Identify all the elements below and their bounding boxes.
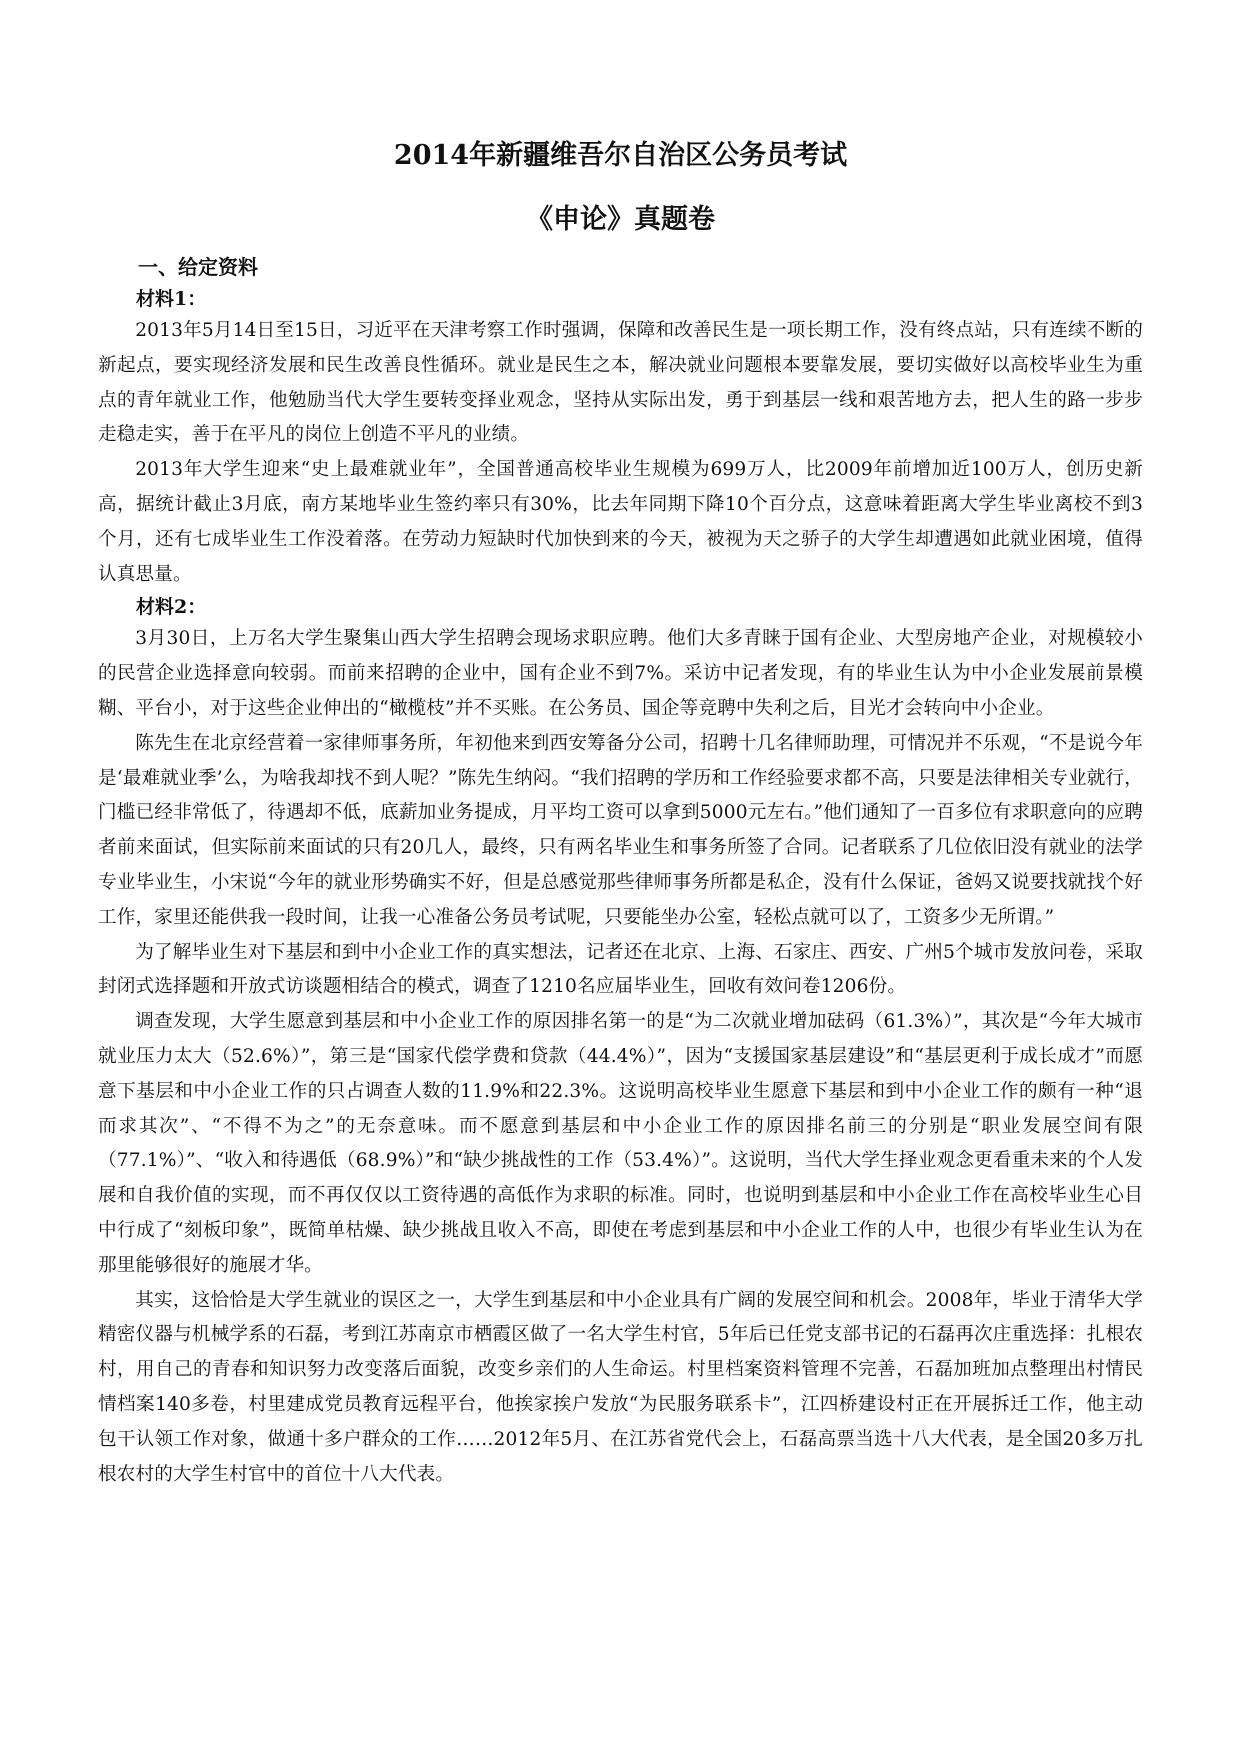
material-1-paragraph-2: 2013年大学生迎来“史上最难就业年”，全国普通高校毕业生规模为699万人，比2009年前增加近100万人，创历史新高，据统计截止3月底，南方某地毕业生签约率只有30%，比去年同期下降10个百分点，这意味着距离大学生毕业离校不到3个月，还有七成毕业生工作没着落。在劳动力短缺时代加快到来的今天，被视为天之骄子的大学生却遭遇如此就业困境，值得认真思量。	[98, 459, 1143, 585]
material-2-paragraph-5: 其实，这恰恰是大学生就业的误区之一，大学生到基层和中小企业具有广阔的发展空间和机会。2008年，毕业于清华大学精密仪器与机械学系的石磊，考到江苏南京市栖霞区做了一名大学生村官，5年后已任党支部书记的石磊再次庄重选择：扎根农村，用自己的青春和知识努力改变落后面貌，改变乡亲们的人生命运。村里档案资料管理不完善，石磊加班加点整理出村情民情档案140多卷，村里建成党员教育远程平台，他挨家挨户发放“为民服务联系卡”，江四桥建设村正在开展拆迁工作，他主动包干认领工作对象，做通十多户群众的工作……2012年5月、在江苏省党代会上，石磊高票当选十八大代表，是全国20多万扎根农村的大学生村官中的首位十八大代表。	[98, 1289, 1143, 1485]
material-2-paragraph-1: 3月30日，上万名大学生聚集山西大学生招聘会现场求职应聘。他们大多青睐于国有企业、大型房地产企业，对规模较小的民营企业选择意向较弱。而前来招聘的企业中，国有企业不到7%。采访中记者发现，有的毕业生认为中小企业发展前景模糊、平台小，对于这些企业伸出的“橄榄枝”并不买账。在公务员、国企等竞聘中失利之后，目光才会转向中小企业。	[98, 628, 1143, 719]
material-1-heading: 材料1：	[136, 288, 207, 310]
material-2-paragraph-2: 陈先生在北京经营着一家律师事务所，年初他来到西安筹备分公司，招聘十几名律师助理，可情况并不乐观，“不是说今年是‘最难就业季’么，为啥我却找不到人呢？”陈先生纳闷。“我们招聘的学历和工作经验要求都不高，只要是法律相关专业就行，门槛已经非常低了，待遇却不低，底薪加业务提成，月平均工资可以拿到5000元左右。”他们通知了一百多位有求职意向的应聘者前来面试，但实际前来面试的只有20几人，最终，只有两名毕业生和事务所签了合同。记者联系了几位依旧没有就业的法学专业毕业生，小宋说“今年的就业形势确实不好，但是总感觉那些律师事务所都是私企，没有什么保证，爸妈又说要找就找个好工作，家里还能供我一段时间，让我一心准备公务员考试呢，只要能坐办公室，轻松点就可以了，工资多少无所谓。”	[98, 732, 1143, 928]
document-title: 2014年新疆维吾尔自治区公务员考试	[393, 140, 848, 171]
document-page	[98, 138, 1143, 1492]
section-heading: 一、给定资料	[138, 255, 258, 279]
material-2-paragraph-4: 调查发现，大学生愿意到基层和中小企业工作的原因排名第一的是“为二次就业增加砝码（61.3%）”，其次是“今年大城市就业压力太大（52.6%）”，第三是“国家代偿学费和贷款（44.4%）”，因为“支援国家基层建设”和“基层更利于成长成才”而愿意下基层和中小企业工作的只占调查人数的11.9%和22.3%。这说明高校毕业生愿意下基层和到中小企业工作的颇有一种“退而求其次”、“不得不为之”的无奈意味。而不愿意到基层和中小企业工作的原因排名前三的分别是“职业发展空间有限（77.1%）”、“收入和待遇低（68.9%）”和“缺少挑战性的工作（53.4%）”。这说明，当代大学生择业观念更看重未来的个人发展和自我价值的实现，而不再仅仅以工资待遇的高低作为求职的标准。同时，也说明到基层和中小企业工作在高校毕业生心目中行成了“刻板印象”，既简单枯燥、缺少挑战且收入不高，即使在考虑到基层和中小企业工作的人中，也很少有毕业生认为在那里能够很好的施展才华。	[98, 1011, 1143, 1276]
material-2-paragraph-3: 为了解毕业生对下基层和到中小企业工作的真实想法，记者还在北京、上海、石家庄、西安、广州5个城市发放问卷，采取封闭式选择题和开放式访谈题相结合的模式，调查了1210名应届毕业生，回收有效问卷1206份。	[98, 941, 1143, 998]
material-2-heading: 材料2：	[136, 596, 207, 619]
material-1-paragraph-1: 2013年5月14日至15日，习近平在天津考察工作时强调，保障和改善民生是一项长期工作，没有终点站，只有连续不断的新起点，要实现经济发展和民生改善良性循环。就业是民生之本，解决就业问题根本要靠发展，要切实做好以高校毕业生为重点的青年就业工作，他勉励当代大学生要转变择业观念，坚持从实际出发，勇于到基层一线和艰苦地方去，把人生的路一步步走稳走实，善于在平凡的岗位上创造不平凡的业绩。	[98, 320, 1143, 446]
document-subtitle: 《申论》真题卷	[526, 204, 715, 235]
